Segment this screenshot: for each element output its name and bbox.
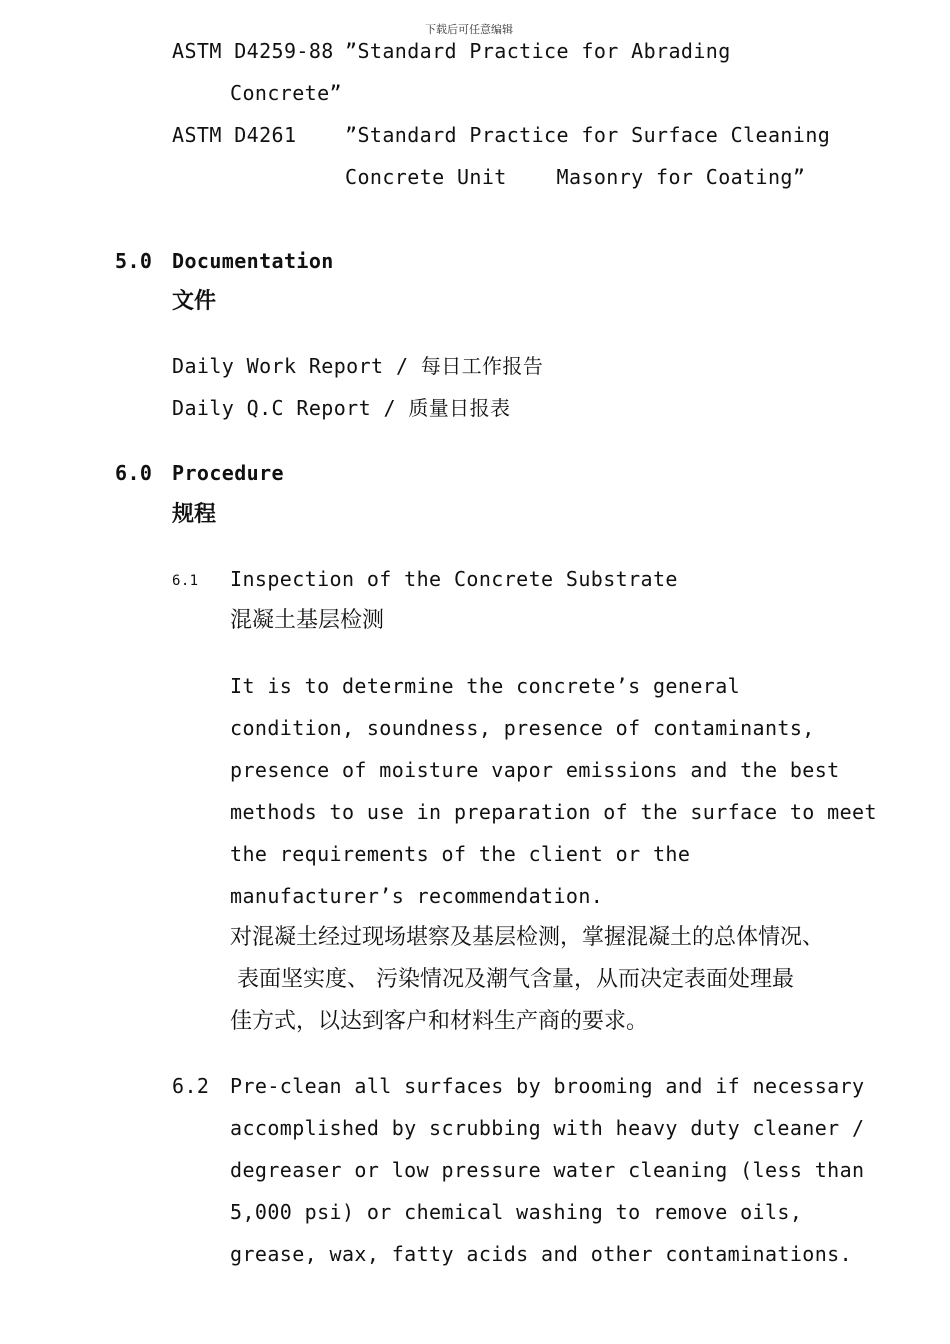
section-title-cn: 文件 xyxy=(172,289,217,314)
paragraph-line: Pre-clean all surfaces by brooming and if necessary xyxy=(230,1074,865,1098)
paragraph-line: It is to determine the concrete’s general xyxy=(230,674,741,698)
paragraph-line-cn: 佳方式，以达到客户和材料生产商的要求。 xyxy=(230,1009,649,1034)
subsection-title: Inspection of the Concrete Substrate xyxy=(230,567,678,591)
section-title-cn: 规程 xyxy=(172,502,217,527)
paragraph-line: degreaser or low pressure water cleaning (less than xyxy=(230,1158,865,1182)
subsection-title-cn: 混凝土基层检测 xyxy=(230,608,385,633)
paragraph-line: the requirements of the client or the xyxy=(230,842,691,866)
paragraph-line: 5,000 psi) or chemical washing to remove oils, xyxy=(230,1200,803,1224)
paragraph-line: grease, wax, fatty acids and other contaminations. xyxy=(230,1242,853,1266)
document-list-item: Daily Q.C Report / 质量日报表 xyxy=(172,396,511,420)
section-title: Documentation xyxy=(172,249,334,273)
subsection-number: 6.1 xyxy=(172,573,199,589)
paragraph-line: accomplished by scrubbing with heavy duty cleaner / xyxy=(230,1116,865,1140)
subsection-number: 6.2 xyxy=(172,1074,210,1098)
paragraph-line: manufacturer’s recommendation. xyxy=(230,884,604,908)
paragraph-line-cn: 对混凝土经过现场堪察及基层检测，掌握混凝土的总体情况、 xyxy=(230,925,825,950)
paragraph-line: condition, soundness, presence of contaminants, xyxy=(230,716,815,740)
section-number: 5.0 xyxy=(115,249,153,273)
page-header: 下载后可任意编辑 xyxy=(425,23,513,36)
paragraph-line-cn: 表面坚实度、 污染情况及潮气含量，从而决定表面处理最 xyxy=(230,967,794,992)
paragraph-line: methods to use in preparation of the surface to meet xyxy=(230,800,877,824)
reference-title-line: ”Standard Practice for Surface Cleaning xyxy=(345,123,831,147)
document-list-item: Daily Work Report / 每日工作报告 xyxy=(172,354,544,378)
reference-code: ASTM D4259-88 xyxy=(172,39,334,63)
reference-title-line: ”Standard Practice for Abrading xyxy=(345,39,731,63)
section-number: 6.0 xyxy=(115,461,153,485)
reference-title-line: Concrete Unit Masonry for Coating” xyxy=(345,165,806,189)
reference-code: ASTM D4261 xyxy=(172,123,297,147)
paragraph-line: presence of moisture vapor emissions and the best xyxy=(230,758,840,782)
section-title: Procedure xyxy=(172,461,284,485)
reference-title-line: Concrete” xyxy=(230,81,342,105)
